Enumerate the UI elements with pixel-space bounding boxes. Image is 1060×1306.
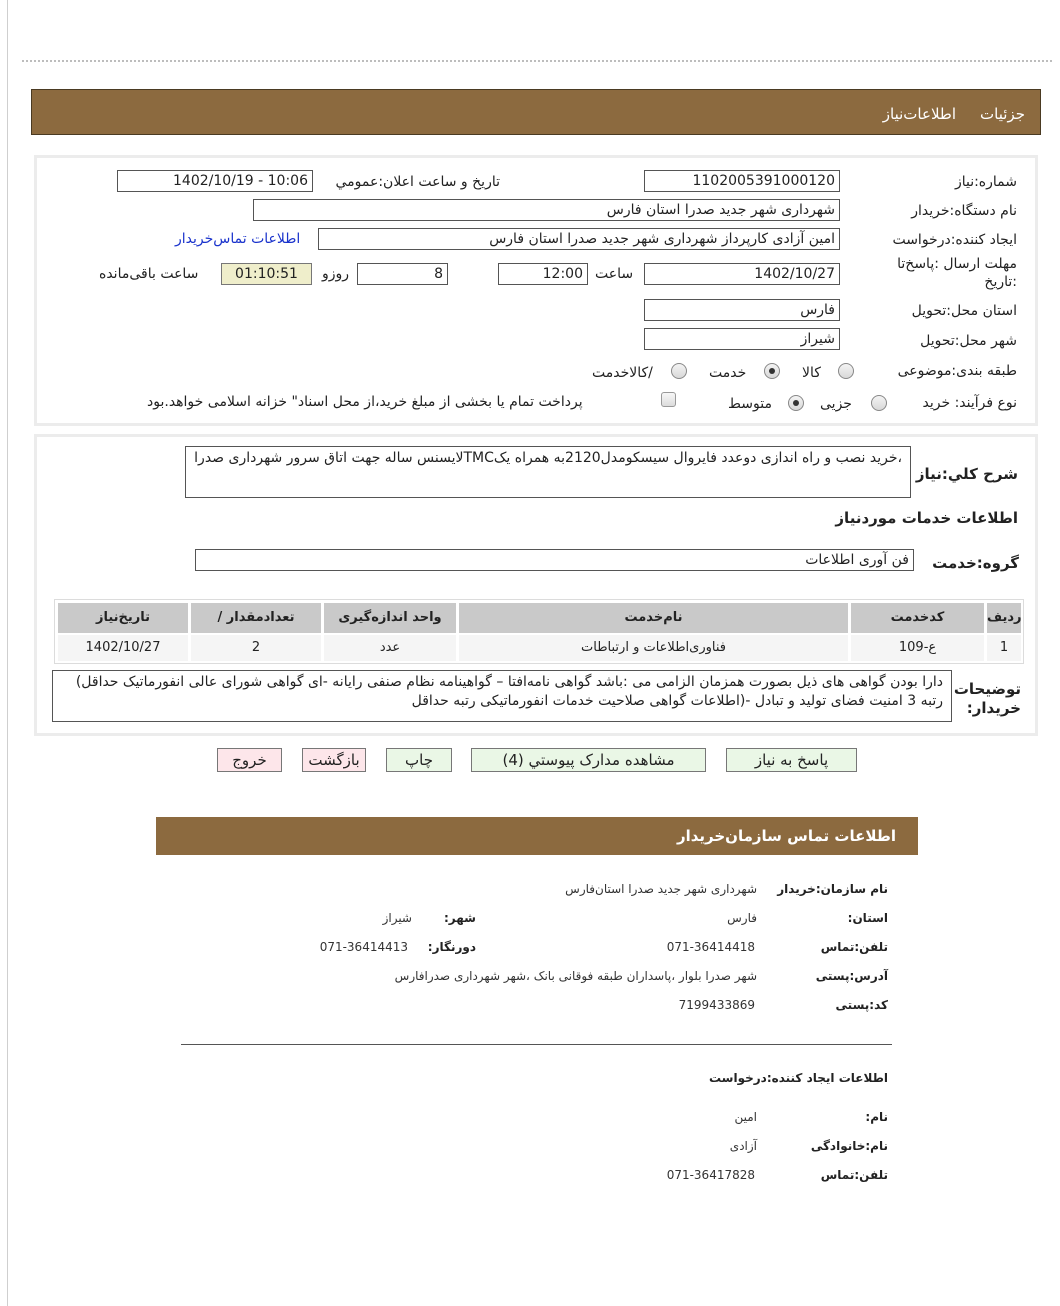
process-medium-radio[interactable] — [788, 395, 804, 411]
category-goods-label: کالا — [802, 365, 821, 381]
contact-phone-label: تلفن:تماس — [820, 940, 888, 954]
table-cell-service-name: فناوری‌اطلاعات و ارتباطات — [459, 635, 848, 661]
process-minor-radio[interactable] — [871, 395, 887, 411]
province-label: استان محل:تحویل — [911, 303, 1017, 319]
service-group-field: فن آوری اطلاعات — [195, 549, 914, 571]
tab-details[interactable]: جزئیات — [980, 105, 1025, 123]
contact-province-label: استان: — [847, 911, 888, 925]
contact-title: اطلاعات تماس سازمان‌خریدار — [676, 827, 896, 845]
tab-need-info[interactable]: اطلاعات‌نیاز — [882, 105, 956, 123]
creator-name-value: امین — [734, 1110, 757, 1124]
deadline-date-field: 1402/10/27 — [644, 263, 840, 285]
remaining-label: ساعت باقی‌مانده — [99, 266, 199, 282]
org-name-value: شهرداری شهر جدید صدرا استان‌فارس — [565, 882, 757, 896]
table-cell-need-date: 1402/10/27 — [58, 635, 188, 661]
contact-phone-value: 071-36414418 — [666, 940, 755, 954]
service-group-label: گروه:خدمت — [932, 554, 1019, 572]
need-number-field: 1102005391000120 — [644, 170, 840, 192]
table-header-need-date: تاریخ‌نیاز — [58, 603, 188, 633]
table-cell-service-code: ع-109 — [851, 635, 984, 661]
category-goods-radio[interactable] — [838, 363, 854, 379]
buyer-org-label: نام دستگاه:خریدار — [911, 203, 1017, 219]
reply-button[interactable]: پاسخ به نیاز — [726, 748, 857, 772]
table-header-quantity: / تعدادمقدار — [191, 603, 321, 633]
payment-checkbox[interactable] — [661, 392, 676, 407]
table-cell-unit: عدد — [324, 635, 456, 661]
payment-note: پرداخت تمام یا بخشی از مبلغ خرید،از محل اسناد" خزانه اسلامی خواهد.بود — [147, 394, 583, 410]
header-bar — [31, 89, 1041, 135]
category-service-radio[interactable] — [764, 363, 780, 379]
contact-city-label: شهر: — [444, 911, 476, 925]
category-goods-service-label: /کالاخدمت — [592, 365, 653, 381]
table-cell-quantity: 2 — [191, 635, 321, 661]
creator-label: ایجاد کننده:درخواست — [892, 232, 1017, 248]
services-table — [54, 599, 1024, 664]
need-number-label: شماره:نیاز — [954, 174, 1017, 190]
contact-postal-value: 7199433869 — [678, 998, 755, 1012]
contact-city-value: شیراز — [382, 911, 412, 925]
contact-postal-label: کد:پستی — [835, 998, 888, 1012]
need-info-panel — [34, 155, 1038, 426]
contact-divider — [181, 1044, 892, 1045]
city-field: شیراز — [644, 328, 840, 350]
deadline-label: مهلت ارسال :پاسخ‌تا — [897, 256, 1017, 272]
table-header-service-code: کدخدمت — [851, 603, 984, 633]
buyer-notes-label: توضیحات خریدار: — [953, 680, 1021, 717]
description-text: ،خرید نصب و راه اندازی دوعدد فایروال سیسکومدل2120به همراه یکTMCلایسنس ساله جهت اتاق سرور شهرداری صدرا — [185, 446, 911, 498]
announce-date-field: 1402/10/19 - 10:06 — [117, 170, 313, 192]
back-button[interactable]: بازگشت — [302, 748, 366, 772]
services-panel — [34, 434, 1038, 736]
buyer-notes-text: دارا بودن گواهی های ذیل بصورت همزمان الزامی می :باشد گواهی نامه‌افتا – گواهینامه نظام صنفی رایانه -ای گواهی شورای عالی انفورماتیک حداقل) رتبه 3 امنیت فضای تولید و تبادل -(اطلاعات گواهی صلاحیت خدمات انفورماتیکی رتبه حداقل — [52, 670, 952, 722]
buyer-org-field: شهرداری شهر جدید صدرا استان فارس — [253, 199, 840, 221]
table-header-service-name: نام‌خدمت — [459, 603, 848, 633]
contact-header — [156, 817, 918, 855]
days-label: روزو — [322, 266, 350, 282]
table-header-row-number: ردیف — [987, 603, 1021, 633]
table-header-unit: واحد اندازه‌گیری — [324, 603, 456, 633]
org-name-label: نام سازمان:خریدار — [777, 882, 888, 896]
services-title: اطلاعات خدمات موردنیاز — [835, 509, 1018, 527]
buyer-contact-link[interactable]: اطلاعات تماس‌خریدار — [175, 231, 301, 247]
exit-button[interactable]: خروج — [217, 748, 282, 772]
category-service-label: خدمت — [709, 365, 747, 381]
description-label: شرح کلي:نیاز — [915, 465, 1018, 483]
remaining-timer: 01:10:51 — [221, 263, 312, 285]
creator-family-label: نام:خانوادگی — [810, 1139, 888, 1153]
page-left-border — [7, 0, 8, 1306]
dotted-separator — [22, 60, 1052, 62]
days-field: 8 — [357, 263, 448, 285]
creator-info-title: اطلاعات ایجاد کننده:درخواست — [708, 1071, 888, 1085]
deadline-time-field: 12:00 — [498, 263, 588, 285]
contact-address-value: شهر صدرا بلوار ،پاسداران طبقه فوقانی بانک ،شهر شهرداری صدرافارس — [394, 969, 757, 983]
contact-province-value: فارس — [727, 911, 757, 925]
announce-date-label: تاریخ و ساعت اعلان:عمومي — [335, 174, 500, 190]
process-medium-label: متوسط — [728, 396, 772, 412]
contact-fax-label: دورنگار: — [427, 940, 476, 954]
print-button[interactable]: چاپ — [386, 748, 452, 772]
table-cell-row-number: 1 — [987, 635, 1021, 661]
creator-phone-label: تلفن:تماس — [820, 1168, 888, 1182]
process-minor-label: جزیی — [820, 396, 852, 412]
category-goods-service-radio[interactable] — [671, 363, 687, 379]
province-field: فارس — [644, 299, 840, 321]
process-label: نوع فرآیند: خرید — [922, 395, 1017, 411]
view-attachments-button[interactable]: مشاهده مدارک پیوستي (4) — [471, 748, 706, 772]
deadline-label-date: :تاریخ — [984, 274, 1017, 290]
deadline-time-label: ساعت — [595, 266, 634, 282]
contact-fax-value: 071-36414413 — [319, 940, 408, 954]
category-label: طبقه بندی:موضوعی — [897, 363, 1017, 379]
creator-phone-value: 071-36417828 — [666, 1168, 755, 1182]
city-label: شهر محل:تحویل — [920, 333, 1017, 349]
contact-address-label: آدرس:پستی — [815, 969, 888, 983]
creator-field: امین آزادی کارپرداز شهرداری شهر جدید صدرا استان فارس — [318, 228, 840, 250]
creator-family-value: آزادی — [729, 1139, 757, 1153]
creator-name-label: نام: — [865, 1110, 888, 1124]
